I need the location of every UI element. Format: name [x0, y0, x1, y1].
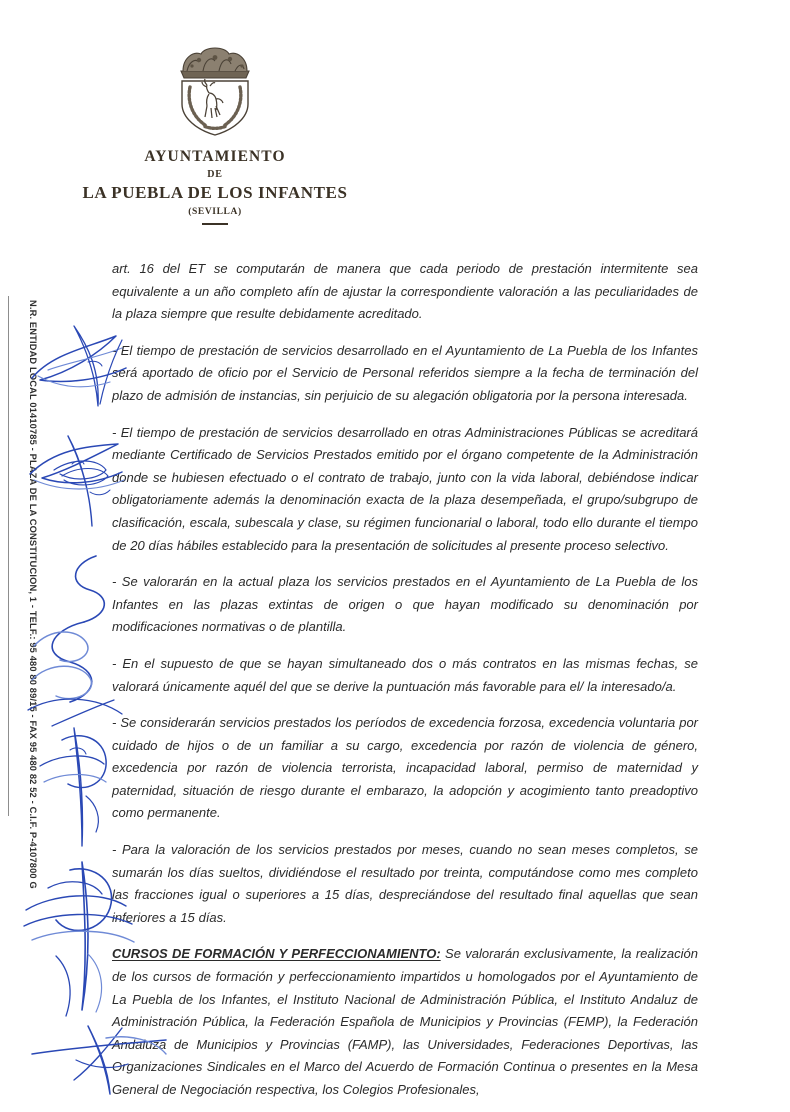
- letterhead: [0, 38, 430, 225]
- paragraph-cursos-formacion: [112, 943, 698, 1101]
- section-body-cursos: Se valorarán exclusivamente, la realización de los cursos de formación y perfeccionamiento impartidos u homologados por el Ayuntamiento de La Puebla de los Infantes, el Instituto Nacional de Administración Pública, el Instituto Andaluz de Administración Pública, la Federación Española de Municipios y Provincias (FEMP), la Federación Andaluza de Municipios y Provincias (FAMP), las Universidades, Federaciones Deportivas, las Organizaciones Sindicales en el Marco del Acuerdo de Formación Continua o presentes en la Mesa General de Negociación respectiva, los Colegios Profesionales,: [112, 946, 698, 1097]
- document-body: [112, 258, 698, 1102]
- letterhead-divider: [202, 223, 228, 225]
- letterhead-line-province: (SEVILLA): [188, 206, 242, 217]
- letterhead-line-municipality: LA PUEBLA DE LOS INFANTES: [82, 182, 348, 202]
- coat-of-arms-icon: [159, 38, 271, 138]
- section-heading-cursos: CURSOS DE FORMACIÓN Y PERFECCIONAMIENTO:: [112, 946, 441, 962]
- paragraph-tiempo-ayuntamiento: - El tiempo de prestación de servicios desarrollado en el Ayuntamiento de La Puebla de los Infantes será aportado de oficio por el Servicio de Personal referidos siempre a la fecha de terminación del plazo de admisión de instancias, sin perjuicio de su alegación obligatoria por la persona interesada.: [112, 342, 698, 403]
- letterhead-line-de: DE: [207, 168, 223, 180]
- sidebar-imprint-text: N.R. ENTIDAD LOCAL 01410785 - PLAZA DE LA CONSTITUCION, 1 - TELF.: 95 480 80 89/15 - FAX 95 480 82 52 - C.I.F. P-4107800 G: [28, 300, 38, 889]
- sidebar-imprint: [12, 0, 38, 889]
- sidebar-divider-rule: [8, 296, 9, 816]
- paragraph-excedencias: - Se considerarán servicios prestados los períodos de excedencia forzosa, excedencia voluntaria por cuidado de hijos o de un familiar a su cargo, excedencia por razón de violencia de género, excedencia por razón de violencia terrorista, incapacidad laboral, permiso de maternidad y paternidad, situación de riesgo durante el embarazo, la adopción y acogimiento tanto preadoptivo como permanente.: [112, 715, 698, 821]
- paragraph-valoracion-meses: - Para la valoración de los servicios prestados por meses, cuando no sean meses completos, se sumarán los días sueltos, dividiéndose el resultado por treinta, computándose como mes completo las fracciones igual o superiores a 15 días, despreciándose del resultado final aquellas que sean inferiores a 15 días.: [112, 842, 698, 925]
- paragraph-tiempo-otras-admin: - El tiempo de prestación de servicios desarrollado en otras Administraciones Públicas se acreditará mediante Certificado de Servicios Prestados emitido por el órgano competente de la Administración donde se hubiesen efectuado o el contrato de trabajo, junto con la vida laboral, debiéndose indicar obligatoriamente además la denominación exacta de la plaza desempeñada, el grupo/subgrupo de clasificación, escala, subescala y clase, su régimen funcionarial o laboral, todo ello durante el tiempo de 20 días hábiles establecido para la presentación de solicitudes al presente proceso selectivo.: [112, 424, 698, 553]
- paragraph-art16: art. 16 del ET se computarán de manera que cada periodo de prestación intermitente sea equivalente a un año completo afín de ajustar la correspondiente valoración a las peculiaridades de la plaza siempre que resulte debidamente acreditado.: [112, 261, 698, 322]
- paragraph-contratos-simultaneos: - En el supuesto de que se hayan simultaneado dos o más contratos en las mismas fechas, se valorará únicamente aquél del que se derive la puntuación más favorable para el/ la interesado/a.: [112, 655, 698, 694]
- letterhead-line-ayuntamiento: AYUNTAMIENTO: [144, 148, 286, 165]
- paragraph-plazas-extintas: - Se valorarán en la actual plaza los servicios prestados en el Ayuntamiento de La Puebla de los Infantes en las plazas extintas de origen o que hayan modificado su denominación por modificaciones normativas o de plantilla.: [112, 574, 698, 635]
